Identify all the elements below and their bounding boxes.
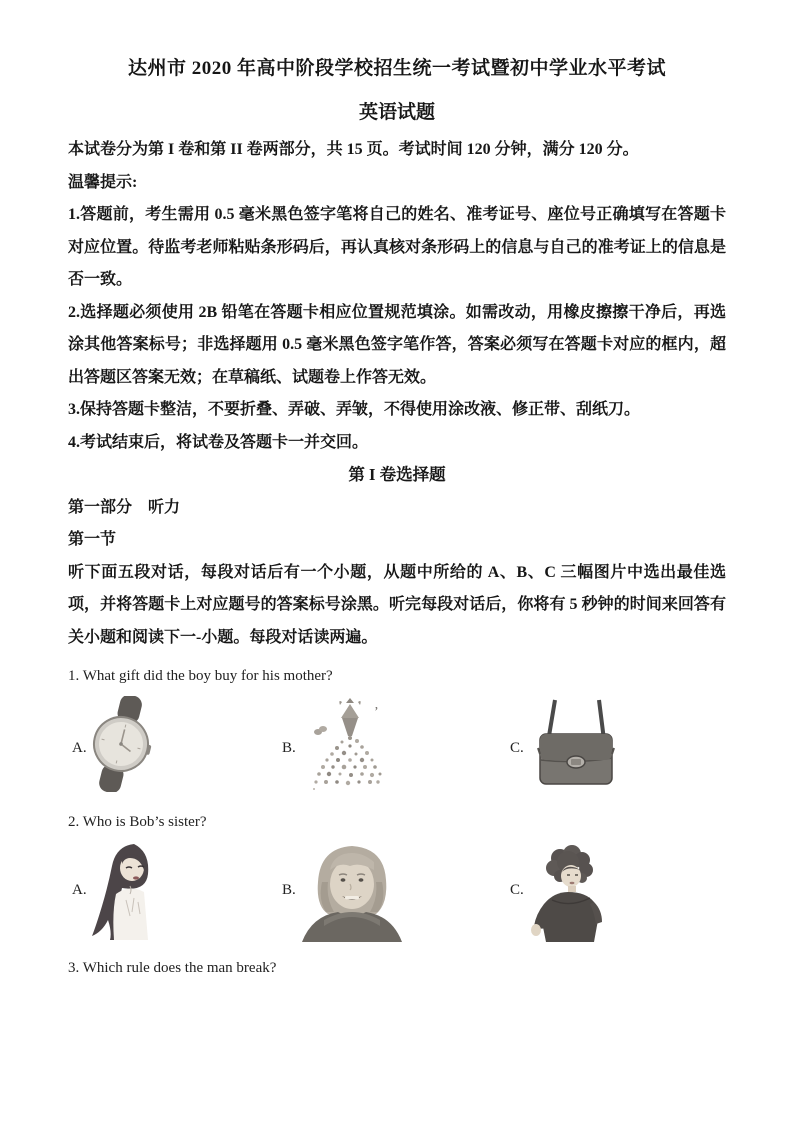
section1-instructions: 听下面五段对话，每段对话后有一个小题，从题中所给的 A、B、C 三幅图片中选出最佳选项，并将答题卡上对应题号的答案标号涂黑。听完每段对话后，你将有 5 秒钟的时间来回答有关小题和阅读下一-小题。每段对话读两遍。 [68,563,726,646]
svg-text:’: ’ [374,705,379,720]
woman-curly-hair-image [524,842,610,944]
q1-option-c-label: C. [510,740,524,756]
page-title: 达州市 2020 年高中阶段学校招生统一考试暨初中学业水平考试 [127,58,666,79]
wristwatch-image [90,696,152,792]
question-2-options [68,840,726,946]
question-1-options [68,694,726,800]
sparkly-dress-image [304,694,396,794]
question-1-text: 1. What gift did the boy buy for his mother? [68,668,333,684]
q2-option-b-label: B. [282,882,296,898]
q2-option-c-label: C. [510,882,524,898]
q1-option-a-label: A. [72,740,87,756]
tips-heading: 温馨提示: [68,173,138,191]
instruction-item-3: 3.保持答题卡整洁，不要折叠、弄破、弄皱，不得使用涂改液、修正带、刮纸刀。 [68,401,641,418]
instruction-item-1: 1.答题前，考生需用 0.5 毫米黑色签字笔将自己的姓名、准考证号、座位号正确填写在答题卡对应位置。待监考老师粘贴条形码后，再认真核对条形码上的信息与自己的准考证上的信息是否一致。 [68,206,726,288]
page-subtitle: 英语试题 [358,102,435,123]
question-2-text: 2. Who is Bob’s sister? [68,814,207,830]
q2-option-a-label: A. [72,882,87,898]
section1-heading: 第一节 [68,531,117,548]
instruction-item-2: 2.选择题必须使用 2B 铅笔在答题卡相应位置规范填涂。如需改动，用橡皮擦擦干净后，再选涂其他答案标号；非选择题用 0.5 毫米黑色签字笔作答，答案必须写在答题卡对应的框内，超出答题区答案无效；在草稿纸、试题卷上作答无效。 [68,303,726,386]
handbag-image [526,698,626,790]
woman-blonde-hair-image [294,842,410,942]
question-3-text: 3. Which rule does the man break? [68,960,277,976]
instruction-item-4: 4.考试结束后，将试卷及答题卡一并交回。 [68,433,369,451]
girl-long-hair-image [86,840,168,942]
page-content [68,54,726,978]
volume1-heading: 第 I 卷选择题 [348,465,446,484]
exam-summary-line: 本试卷分为第 I 卷和第 II 卷两部分，共 15 页。考试时间 120 分钟，满分 120 分。 [68,141,639,158]
part1-heading: 第一部分 听力 [68,498,181,516]
q1-option-b-label: B. [282,740,296,756]
